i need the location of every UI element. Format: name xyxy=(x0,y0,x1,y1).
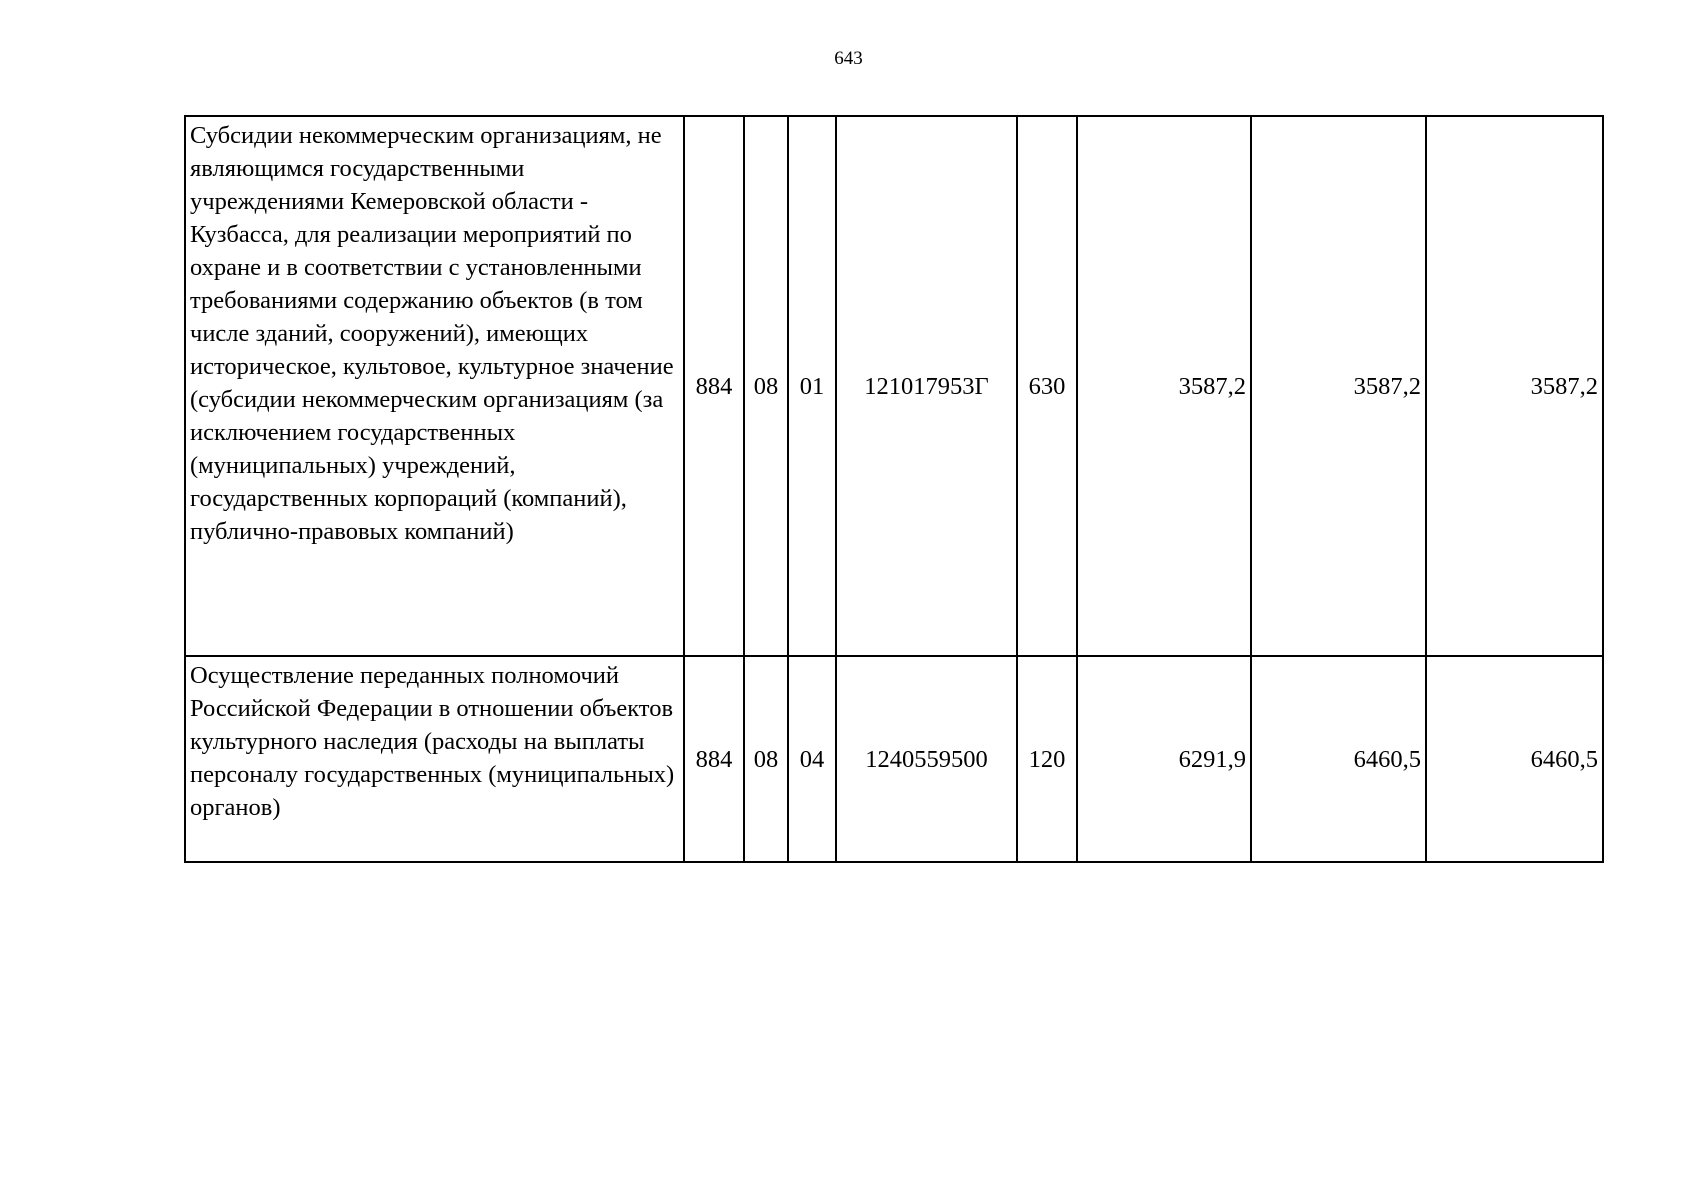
table-row xyxy=(185,656,1603,862)
expense-type-cell: 630 xyxy=(1017,116,1077,656)
amount-3-cell: 3587,2 xyxy=(1426,116,1603,656)
target-article-cell: 121017953Г xyxy=(836,116,1017,656)
amount-1-cell: 6291,9 xyxy=(1077,656,1251,862)
expense-type-cell: 120 xyxy=(1017,656,1077,862)
table-row xyxy=(185,116,1603,656)
description-cell: Осуществление переданных полномочий Российской Федерации в отношении объектов культурного наследия (расходы на выплаты персоналу государственных (муниципальных) органов) xyxy=(185,656,684,862)
amount-2-cell: 3587,2 xyxy=(1251,116,1426,656)
subsection-code-cell: 04 xyxy=(788,656,836,862)
target-article-cell: 1240559500 xyxy=(836,656,1017,862)
ministry-code-cell: 884 xyxy=(684,656,744,862)
budget-table xyxy=(184,115,1604,863)
ministry-code-cell: 884 xyxy=(684,116,744,656)
amount-2-cell: 6460,5 xyxy=(1251,656,1426,862)
section-code-cell: 08 xyxy=(744,116,788,656)
description-cell: Субсидии некоммерческим организациям, не являющимся государственными учреждениями Кемеровской области - Кузбасса, для реализации мероприятий по охране и в соответствии с установленными требованиями содержанию объектов (в том числе зданий, сооружений), имеющих историческое, культовое, культурное значение (субсидии некоммерческим организациям (за исключением государственных (муниципальных) учреждений, государственных корпораций (компаний), публично-правовых компаний) xyxy=(185,116,684,656)
section-code-cell: 08 xyxy=(744,656,788,862)
subsection-code-cell: 01 xyxy=(788,116,836,656)
page-number: 643 xyxy=(834,48,863,69)
amount-3-cell: 6460,5 xyxy=(1426,656,1603,862)
amount-1-cell: 3587,2 xyxy=(1077,116,1251,656)
